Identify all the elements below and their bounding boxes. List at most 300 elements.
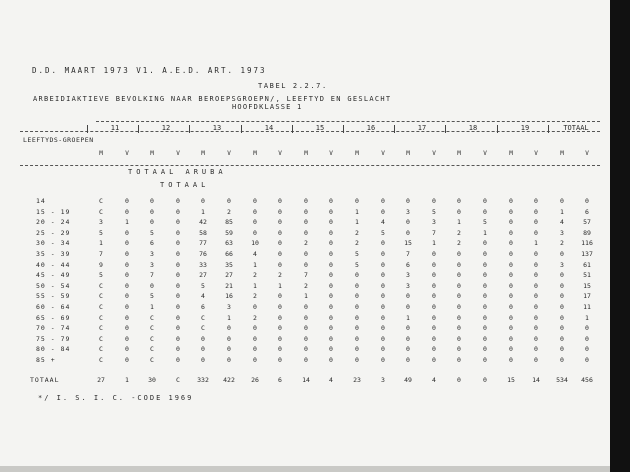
table-subtitle: HOOFDKLASSE 1 bbox=[232, 103, 303, 111]
table-cell: 0 bbox=[560, 292, 564, 300]
table-cell: 0 bbox=[304, 303, 308, 311]
table-cell: 27 bbox=[199, 271, 207, 279]
table-cell: 3 bbox=[99, 218, 103, 226]
male-header: M bbox=[99, 150, 103, 157]
table-cell: 0 bbox=[509, 239, 513, 247]
table-cell: 4 bbox=[253, 250, 257, 258]
table-cell: 0 bbox=[483, 250, 487, 258]
total-cell: 30 bbox=[148, 376, 156, 384]
table-cell: 0 bbox=[201, 197, 205, 205]
table-cell: 0 bbox=[304, 345, 308, 353]
table-cell: 0 bbox=[125, 229, 129, 237]
table-cell: 0 bbox=[176, 282, 180, 290]
column-group-19: 19 bbox=[520, 124, 530, 132]
table-cell: 0 bbox=[534, 197, 538, 205]
table-cell: 1 bbox=[483, 229, 487, 237]
table-cell: 0 bbox=[253, 208, 257, 216]
table-cell: 0 bbox=[509, 271, 513, 279]
table-cell: 15 bbox=[583, 282, 591, 290]
table-cell: 0 bbox=[534, 261, 538, 269]
column-group-13: 13 bbox=[212, 124, 222, 132]
table-cell: 0 bbox=[406, 218, 410, 226]
table-cell: C bbox=[99, 324, 103, 332]
table-cell: 0 bbox=[278, 218, 282, 226]
column-group-17: 17 bbox=[417, 124, 427, 132]
table-cell: 9 bbox=[99, 261, 103, 269]
table-cell: 0 bbox=[150, 208, 154, 216]
table-cell: 0 bbox=[509, 208, 513, 216]
table-cell: 0 bbox=[457, 314, 461, 322]
table-cell: 0 bbox=[534, 208, 538, 216]
table-cell: 0 bbox=[355, 345, 359, 353]
row-age-label: 25 - 29 bbox=[36, 229, 71, 237]
table-cell: 6 bbox=[201, 303, 205, 311]
table-cell: 0 bbox=[509, 261, 513, 269]
table-cell: C bbox=[99, 345, 103, 353]
table-cell: 0 bbox=[432, 314, 436, 322]
total-cell: 456 bbox=[581, 376, 593, 384]
total-cell: 27 bbox=[97, 376, 105, 384]
footnote: */ I. S. I. C. -CODE 1969 bbox=[38, 394, 194, 402]
table-cell: 0 bbox=[329, 324, 333, 332]
table-cell: 0 bbox=[432, 345, 436, 353]
table-cell: 85 bbox=[225, 218, 233, 226]
table-cell: 0 bbox=[125, 292, 129, 300]
table-cell: 77 bbox=[199, 239, 207, 247]
table-cell: 0 bbox=[125, 261, 129, 269]
column-group-18: 18 bbox=[468, 124, 478, 132]
table-cell: 0 bbox=[125, 239, 129, 247]
table-cell: 0 bbox=[381, 261, 385, 269]
total-cell: 14 bbox=[532, 376, 540, 384]
table-cell: 0 bbox=[483, 303, 487, 311]
table-cell: 0 bbox=[457, 282, 461, 290]
table-cell: 0 bbox=[585, 345, 589, 353]
table-cell: 0 bbox=[329, 292, 333, 300]
table-cell: 0 bbox=[381, 239, 385, 247]
table-cell: 2 bbox=[278, 271, 282, 279]
table-cell: 61 bbox=[583, 261, 591, 269]
column-group-14: 14 bbox=[264, 124, 274, 132]
table-cell: 0 bbox=[585, 356, 589, 364]
page-edge-shadow bbox=[610, 0, 630, 472]
table-cell: 0 bbox=[534, 314, 538, 322]
table-cell: 0 bbox=[457, 335, 461, 343]
table-cell: 0 bbox=[176, 324, 180, 332]
table-cell: 0 bbox=[125, 208, 129, 216]
table-cell: 0 bbox=[560, 250, 564, 258]
group-divider bbox=[241, 125, 242, 133]
row-age-label: 65 - 69 bbox=[36, 314, 71, 322]
table-cell: 1 bbox=[201, 208, 205, 216]
table-cell: 0 bbox=[150, 282, 154, 290]
table-cell: 0 bbox=[381, 250, 385, 258]
table-cell: 0 bbox=[125, 303, 129, 311]
table-title: ARBEIDIAKTIEVE BEVOLKING NAAR BEROEPSGROEPN/, LEEFTYD EN GESLACHT bbox=[33, 95, 392, 103]
table-cell: 1 bbox=[99, 239, 103, 247]
age-group-header: LEEFTYDS-GROEPEN bbox=[23, 136, 94, 144]
total-cell: C bbox=[176, 376, 180, 384]
table-cell: 0 bbox=[585, 324, 589, 332]
table-cell: 2 bbox=[457, 229, 461, 237]
table-cell: 0 bbox=[150, 197, 154, 205]
table-cell: 3 bbox=[150, 261, 154, 269]
table-cell: 0 bbox=[509, 314, 513, 322]
column-group-11: 11 bbox=[110, 124, 120, 132]
table-cell: 0 bbox=[457, 261, 461, 269]
table-cell: 1 bbox=[585, 314, 589, 322]
table-cell: 0 bbox=[509, 282, 513, 290]
table-cell: C bbox=[150, 314, 154, 322]
table-cell: 0 bbox=[176, 208, 180, 216]
table-cell: 0 bbox=[457, 271, 461, 279]
table-cell: 7 bbox=[432, 229, 436, 237]
total-cell: 422 bbox=[223, 376, 235, 384]
table-cell: 0 bbox=[432, 282, 436, 290]
table-cell: 1 bbox=[534, 239, 538, 247]
page-bottom-edge bbox=[0, 466, 610, 472]
table-cell: 0 bbox=[483, 208, 487, 216]
table-cell: 7 bbox=[99, 250, 103, 258]
female-header: V bbox=[585, 150, 589, 157]
table-cell: 0 bbox=[278, 261, 282, 269]
table-cell: 0 bbox=[509, 292, 513, 300]
male-header: M bbox=[457, 150, 461, 157]
table-cell: 0 bbox=[253, 335, 257, 343]
table-cell: 0 bbox=[457, 345, 461, 353]
table-cell: 0 bbox=[176, 356, 180, 364]
male-header: M bbox=[509, 150, 513, 157]
table-cell: 0 bbox=[329, 335, 333, 343]
table-cell: 0 bbox=[125, 282, 129, 290]
table-cell: 0 bbox=[381, 271, 385, 279]
header-top-rule bbox=[96, 121, 600, 122]
table-cell: 0 bbox=[381, 292, 385, 300]
table-cell: 0 bbox=[253, 229, 257, 237]
table-cell: 66 bbox=[225, 250, 233, 258]
table-cell: 1 bbox=[253, 261, 257, 269]
table-cell: 0 bbox=[560, 197, 564, 205]
table-cell: 2 bbox=[253, 271, 257, 279]
table-cell: 0 bbox=[560, 335, 564, 343]
table-cell: 0 bbox=[483, 197, 487, 205]
table-cell: 0 bbox=[125, 271, 129, 279]
table-cell: C bbox=[99, 356, 103, 364]
group-divider bbox=[497, 125, 498, 133]
table-cell: 1 bbox=[457, 218, 461, 226]
table-cell: 0 bbox=[432, 335, 436, 343]
female-header: V bbox=[483, 150, 487, 157]
table-cell: 0 bbox=[253, 197, 257, 205]
table-cell: 3 bbox=[150, 250, 154, 258]
table-cell: C bbox=[150, 345, 154, 353]
table-cell: 5 bbox=[99, 271, 103, 279]
table-cell: 1 bbox=[304, 292, 308, 300]
male-header: M bbox=[201, 150, 205, 157]
table-cell: 0 bbox=[329, 197, 333, 205]
table-cell: 0 bbox=[227, 335, 231, 343]
table-cell: 0 bbox=[509, 197, 513, 205]
table-cell: 0 bbox=[509, 229, 513, 237]
female-header: V bbox=[125, 150, 129, 157]
table-cell: 0 bbox=[585, 197, 589, 205]
table-cell: 5 bbox=[483, 218, 487, 226]
table-cell: 0 bbox=[483, 239, 487, 247]
total-cell: 1 bbox=[125, 376, 129, 384]
table-cell: 7 bbox=[150, 271, 154, 279]
table-cell: 89 bbox=[583, 229, 591, 237]
table-cell: 3 bbox=[406, 208, 410, 216]
table-cell: 2 bbox=[253, 314, 257, 322]
table-cell: 6 bbox=[150, 239, 154, 247]
table-cell: 0 bbox=[201, 345, 205, 353]
table-cell: 0 bbox=[457, 208, 461, 216]
table-cell: 0 bbox=[278, 250, 282, 258]
table-cell: 2 bbox=[355, 239, 359, 247]
male-header: M bbox=[406, 150, 410, 157]
table-cell: 0 bbox=[381, 345, 385, 353]
table-cell: 0 bbox=[585, 335, 589, 343]
table-cell: 0 bbox=[176, 314, 180, 322]
table-cell: 1 bbox=[355, 208, 359, 216]
table-cell: C bbox=[201, 324, 205, 332]
table-cell: 0 bbox=[483, 324, 487, 332]
table-cell: C bbox=[99, 208, 103, 216]
table-cell: 0 bbox=[227, 197, 231, 205]
table-cell: 0 bbox=[329, 282, 333, 290]
column-group-totaal: TOTAAL bbox=[563, 124, 589, 132]
row-age-label: 85 + bbox=[36, 356, 56, 364]
table-cell: 0 bbox=[355, 303, 359, 311]
total-cell: 26 bbox=[251, 376, 259, 384]
table-cell: 4 bbox=[201, 292, 205, 300]
table-cell: 0 bbox=[355, 314, 359, 322]
table-cell: 0 bbox=[483, 292, 487, 300]
table-cell: 0 bbox=[406, 324, 410, 332]
group-divider bbox=[138, 125, 139, 133]
table-cell: 1 bbox=[406, 314, 410, 322]
row-age-label: 75 - 79 bbox=[36, 335, 71, 343]
table-cell: 0 bbox=[176, 335, 180, 343]
table-cell: 0 bbox=[329, 314, 333, 322]
table-cell: 0 bbox=[355, 324, 359, 332]
table-cell: 0 bbox=[432, 303, 436, 311]
table-cell: 0 bbox=[432, 250, 436, 258]
table-cell: 0 bbox=[304, 250, 308, 258]
table-cell: 16 bbox=[225, 292, 233, 300]
table-cell: 5 bbox=[432, 208, 436, 216]
table-cell: 0 bbox=[381, 324, 385, 332]
table-cell: 0 bbox=[406, 335, 410, 343]
table-cell: 59 bbox=[225, 229, 233, 237]
table-cell: 0 bbox=[125, 314, 129, 322]
table-cell: 15 bbox=[404, 239, 412, 247]
table-cell: 0 bbox=[253, 345, 257, 353]
table-cell: C bbox=[99, 314, 103, 322]
table-cell: 2 bbox=[457, 239, 461, 247]
table-cell: 1 bbox=[227, 314, 231, 322]
row-age-label: 20 - 24 bbox=[36, 218, 71, 226]
table-cell: 5 bbox=[201, 282, 205, 290]
table-cell: 0 bbox=[278, 345, 282, 353]
table-cell: 2 bbox=[227, 208, 231, 216]
table-cell: 3 bbox=[560, 261, 564, 269]
table-cell: 0 bbox=[381, 335, 385, 343]
table-cell: 0 bbox=[509, 345, 513, 353]
table-cell: 0 bbox=[483, 271, 487, 279]
table-cell: 3 bbox=[560, 229, 564, 237]
table-cell: C bbox=[150, 356, 154, 364]
female-header: V bbox=[278, 150, 282, 157]
column-group-15: 15 bbox=[315, 124, 325, 132]
table-cell: 27 bbox=[225, 271, 233, 279]
table-cell: 0 bbox=[381, 303, 385, 311]
table-cell: 0 bbox=[227, 324, 231, 332]
table-cell: 0 bbox=[560, 271, 564, 279]
table-cell: 0 bbox=[304, 208, 308, 216]
table-cell: 0 bbox=[381, 208, 385, 216]
table-cell: 0 bbox=[227, 345, 231, 353]
table-cell: 0 bbox=[278, 229, 282, 237]
total-cell: 4 bbox=[329, 376, 333, 384]
group-divider bbox=[292, 125, 293, 133]
section-title-aruba: TOTAAL ARUBA bbox=[128, 168, 227, 176]
table-cell: 2 bbox=[304, 282, 308, 290]
table-cell: 0 bbox=[176, 197, 180, 205]
table-cell: 0 bbox=[329, 229, 333, 237]
table-cell: 0 bbox=[278, 239, 282, 247]
table-cell: 1 bbox=[125, 218, 129, 226]
table-cell: C bbox=[99, 197, 103, 205]
table-cell: 0 bbox=[355, 282, 359, 290]
row-age-label: 70 - 74 bbox=[36, 324, 71, 332]
table-cell: 0 bbox=[509, 356, 513, 364]
table-cell: 4 bbox=[560, 218, 564, 226]
table-cell: 1 bbox=[150, 303, 154, 311]
table-cell: 5 bbox=[355, 261, 359, 269]
table-cell: 0 bbox=[278, 303, 282, 311]
table-cell: 0 bbox=[150, 218, 154, 226]
table-cell: C bbox=[99, 335, 103, 343]
table-cell: 0 bbox=[304, 335, 308, 343]
table-cell: 137 bbox=[581, 250, 593, 258]
table-cell: 2 bbox=[304, 239, 308, 247]
table-cell: 3 bbox=[406, 282, 410, 290]
table-cell: 0 bbox=[534, 345, 538, 353]
table-cell: 0 bbox=[381, 197, 385, 205]
table-cell: 5 bbox=[150, 229, 154, 237]
table-cell: 0 bbox=[304, 229, 308, 237]
total-cell: 3 bbox=[381, 376, 385, 384]
row-age-label: 30 - 34 bbox=[36, 239, 71, 247]
total-cell: 6 bbox=[278, 376, 282, 384]
total-row-label: TOTAAL bbox=[30, 376, 60, 384]
group-divider bbox=[343, 125, 344, 133]
table-cell: 0 bbox=[534, 303, 538, 311]
table-cell: 0 bbox=[509, 250, 513, 258]
table-cell: 0 bbox=[278, 324, 282, 332]
female-header: V bbox=[227, 150, 231, 157]
table-cell: 1 bbox=[432, 239, 436, 247]
table-cell: 2 bbox=[355, 229, 359, 237]
table-cell: 0 bbox=[253, 218, 257, 226]
table-cell: 0 bbox=[278, 208, 282, 216]
table-cell: 0 bbox=[329, 250, 333, 258]
table-cell: 0 bbox=[432, 292, 436, 300]
table-cell: 0 bbox=[329, 218, 333, 226]
table-cell: 0 bbox=[534, 271, 538, 279]
table-cell: 0 bbox=[534, 229, 538, 237]
table-cell: 3 bbox=[432, 218, 436, 226]
table-cell: 21 bbox=[225, 282, 233, 290]
table-cell: 33 bbox=[199, 261, 207, 269]
table-cell: 0 bbox=[534, 324, 538, 332]
table-cell: C bbox=[150, 324, 154, 332]
table-cell: 0 bbox=[253, 303, 257, 311]
table-cell: 0 bbox=[278, 356, 282, 364]
table-cell: 0 bbox=[534, 356, 538, 364]
table-cell: 0 bbox=[278, 335, 282, 343]
table-cell: 0 bbox=[227, 356, 231, 364]
table-cell: 0 bbox=[176, 271, 180, 279]
table-cell: 58 bbox=[199, 229, 207, 237]
source-line: D.D. MAART 1973 V1. A.E.D. ART. 1973 bbox=[32, 66, 267, 75]
table-cell: 0 bbox=[355, 292, 359, 300]
table-cell: 0 bbox=[125, 345, 129, 353]
table-cell: 51 bbox=[583, 271, 591, 279]
section-title-total: TOTAAL bbox=[160, 181, 210, 189]
total-cell: 15 bbox=[507, 376, 515, 384]
table-cell: 42 bbox=[199, 218, 207, 226]
column-group-12: 12 bbox=[161, 124, 171, 132]
table-cell: 0 bbox=[560, 345, 564, 353]
table-cell: 0 bbox=[457, 197, 461, 205]
row-age-label: 80 - 84 bbox=[36, 345, 71, 353]
table-cell: 0 bbox=[329, 208, 333, 216]
table-cell: 0 bbox=[125, 335, 129, 343]
table-cell: 6 bbox=[585, 208, 589, 216]
female-header: V bbox=[432, 150, 436, 157]
group-divider bbox=[189, 125, 190, 133]
female-header: V bbox=[176, 150, 180, 157]
table-cell: C bbox=[201, 314, 205, 322]
group-divider bbox=[445, 125, 446, 133]
total-cell: 0 bbox=[483, 376, 487, 384]
male-header: M bbox=[560, 150, 564, 157]
table-cell: 0 bbox=[176, 229, 180, 237]
table-cell: 0 bbox=[406, 356, 410, 364]
group-divider bbox=[548, 125, 549, 133]
table-cell: 0 bbox=[355, 335, 359, 343]
table-cell: 0 bbox=[329, 303, 333, 311]
table-cell: 0 bbox=[406, 229, 410, 237]
total-cell: 332 bbox=[197, 376, 209, 384]
table-cell: 0 bbox=[432, 261, 436, 269]
table-cell: 0 bbox=[432, 197, 436, 205]
table-cell: 0 bbox=[176, 239, 180, 247]
table-cell: 0 bbox=[381, 282, 385, 290]
table-cell: 17 bbox=[583, 292, 591, 300]
header-bottom-rule bbox=[20, 165, 600, 166]
table-cell: 57 bbox=[583, 218, 591, 226]
table-cell: 0 bbox=[560, 282, 564, 290]
table-cell: 0 bbox=[406, 345, 410, 353]
table-cell: 0 bbox=[432, 324, 436, 332]
table-cell: 0 bbox=[176, 250, 180, 258]
row-age-label: 35 - 39 bbox=[36, 250, 71, 258]
table-cell: 0 bbox=[125, 250, 129, 258]
row-age-label: 14 bbox=[36, 197, 46, 205]
